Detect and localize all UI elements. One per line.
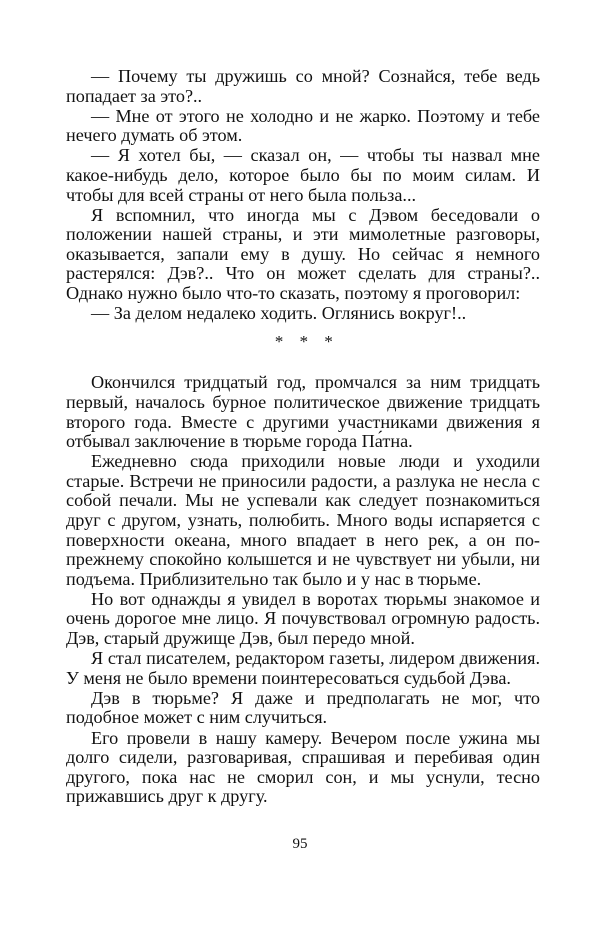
paragraph: — За делом недалеко ходить. Оглянись вокруг!.. (91, 303, 467, 324)
paragraph: — Почему ты дружишь со мной? Сознайся, тебе ведь попадает за это?.. (66, 66, 540, 106)
paragraph: — Я хотел бы, — сказал он, — чтобы ты назвал мне какое-нибудь дело, которое было бы по моим силам. И чтобы для всей страны от него была польза... (66, 145, 540, 205)
paragraph: Ежедневно сюда приходили новые люди и уходили старые. Встречи не приносили радости, а разлука не несла с собой печали. Мы не успевали как следует познакомиться друг с другом, узнать, полюбить. Много воды испаряется с поверхности океана, много впадает в него рек, а он по-прежнему спокойно колышется и не чувствует ни убыли, ни подъема. Приблизительно так было и у нас в тюрьме. (66, 451, 540, 589)
paragraph: Окончился тридцатый год, промчался за ним тридцать первый, началось бурное политическое движение тридцать второго года. Вместе с другими участниками движения я отбывал заключение в тюрьме города Па́тна. (66, 372, 540, 452)
paragraph: Я вспомнил, что иногда мы с Дэвом беседовали о положении нашей страны, и эти мимолетные разговоры, оказывается, запали ему в душу. Но сейчас я немного растерялся: Дэв?.. Что он может сделать для страны?.. Однако нужно было что-то сказать, поэтому я проговорил: (66, 204, 540, 304)
paragraph: Я стал писателем, редактором газеты, лидером движения. У меня не было времени поинтересоваться судьбой Дэва. (66, 648, 540, 688)
paragraph: — Мне от этого не холодно и не жарко. Поэтому и тебе нечего думать об этом. (66, 105, 540, 146)
page-body (66, 67, 540, 807)
page-number: 95 (292, 836, 308, 852)
paragraph: Его провели в нашу камеру. Вечером после ужина мы долго сидели, разговаривая, спрашивая и перебивая один другого, пока нас не сморил сон, и мы уснули, тесно прижавшись друг к другу. (66, 727, 540, 807)
paragraph: Дэв в тюрьме? Я даже и предполагать не мог, что подобное может с ним случиться. (66, 687, 540, 728)
section-separator: * * * (274, 331, 338, 351)
paragraph: Но вот однажды я увидел в воротах тюрьмы знакомое и очень дорогое мне лицо. Я почувствовал огромную радость. Дэв, старый дружище Дэв, был передо мной. (66, 588, 540, 649)
